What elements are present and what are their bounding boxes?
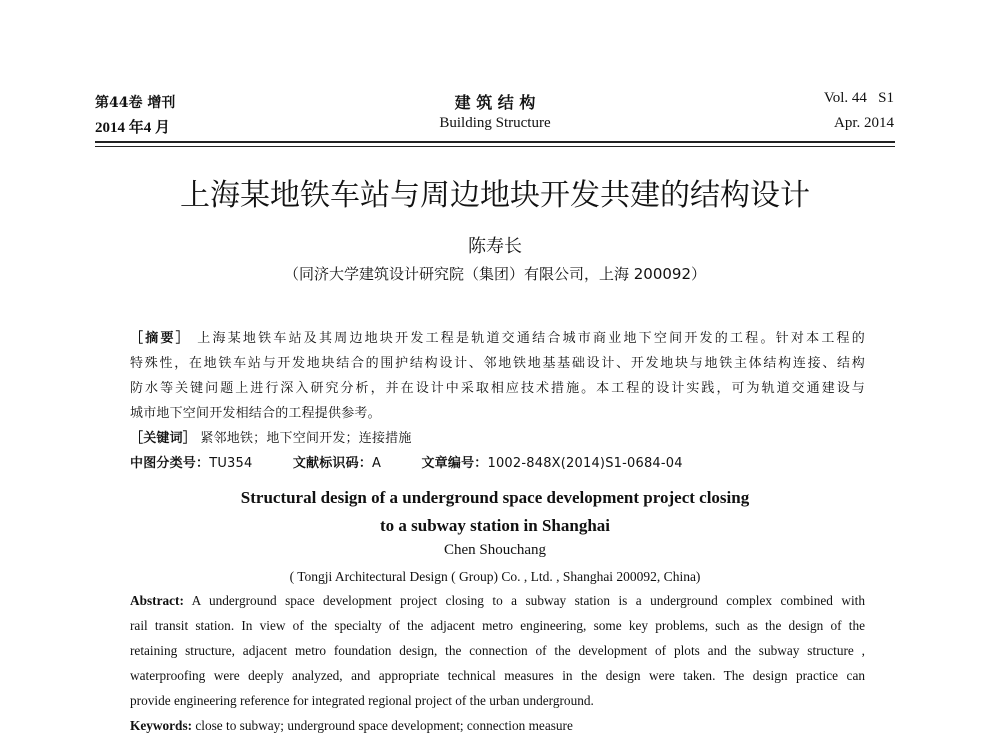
keywords-en-label: Keywords: bbox=[130, 718, 193, 733]
keywords-cn bbox=[130, 427, 865, 446]
classification-line bbox=[130, 452, 865, 471]
keywords-cn-text: 紧邻地铁；地下空间开发；连接措施 bbox=[200, 431, 412, 446]
journal-cn: 建 筑 结 构 bbox=[454, 93, 536, 112]
clc-label: 中图分类号： bbox=[130, 456, 210, 471]
abstract-cn-line: 城市地下空间开发相结合的工程提供参考。 bbox=[130, 406, 381, 421]
abstract-en-label: Abstract: bbox=[130, 593, 184, 608]
volume-cn: 第44卷 增刊 bbox=[95, 95, 176, 111]
title-cn: 上海某地铁车站与周边地块开发共建的结构设计 bbox=[180, 178, 810, 213]
journal-en: Building Structure bbox=[439, 115, 551, 131]
author-cn: 陈寿长 bbox=[468, 236, 522, 257]
doc-code-label: 文献标识码： bbox=[292, 456, 373, 471]
abstract-en-line: waterproofing were deeply analyzed, and appropriate technical measures in the design were taken. The design practice can bbox=[130, 668, 865, 683]
clc-value: TU354 bbox=[209, 456, 253, 471]
header-rule bbox=[95, 141, 895, 143]
title-en-line1: Structural design of a underground space development project closing bbox=[240, 488, 750, 507]
affiliation-cn: （同济大学建筑设计研究院（集团）有限公司，上海 200092） bbox=[283, 265, 707, 283]
abstract-cn-line: 特殊性，在地铁车站与开发地块结合的围护结构设计、邻地铁地基基础设计、开发地块与地铁主体结构连接、结构 bbox=[130, 356, 865, 371]
article-no-value: 1002-848X(2014)S1-0684-04 bbox=[487, 456, 683, 471]
abstract-cn-line: 防水等关键问题上进行深入研究分析，并在设计中采取相应技术措施。本工程的设计实践，可为轨道交通建设与 bbox=[130, 381, 865, 396]
affiliation-en: ( Tongji Architectural Design ( Group) Co. , Ltd. , Shanghai 200092, China) bbox=[289, 569, 701, 584]
volume-en: Vol. 44 S1 bbox=[823, 90, 894, 106]
keywords-en-text: close to subway; underground space development; connection measure bbox=[195, 718, 573, 733]
abstract-cn-text: 上海某地铁车站及其周边地块开发工程是轨道交通结合城市商业地下空间开发的工程。针对本工程的 bbox=[197, 331, 865, 346]
date-cn: 2014 年4 月 bbox=[95, 120, 171, 136]
abstract-cn-label: ［摘要］ bbox=[130, 331, 191, 346]
author-en: Chen Shouchang bbox=[443, 542, 547, 558]
keywords-en bbox=[130, 718, 865, 734]
abstract-en-line: rail transit station. In view of the specialty of the adjacent metro engineering, some key problems, such as the design of the bbox=[130, 618, 865, 633]
abstract-en-text: A underground space development project closing to a subway station is a underground complex combined with bbox=[191, 593, 866, 608]
header-rule-thin bbox=[95, 146, 895, 147]
title-en-line2: to a subway station in Shanghai bbox=[379, 516, 611, 535]
abstract-en-line: provide engineering reference for integrated regional project of the urban underground. bbox=[130, 693, 594, 708]
abstract-en-line: retaining structure, adjacent metro foundation design, the connection of the development of plots and the subway structure , bbox=[130, 643, 865, 658]
doc-code-value: A bbox=[372, 456, 382, 471]
keywords-cn-label: ［关键词］ bbox=[130, 431, 197, 446]
abstract-en-line bbox=[130, 593, 865, 609]
abstract-cn-line bbox=[130, 327, 865, 346]
date-en: Apr. 2014 bbox=[834, 115, 894, 131]
article-no-label: 文章编号： bbox=[421, 456, 488, 471]
